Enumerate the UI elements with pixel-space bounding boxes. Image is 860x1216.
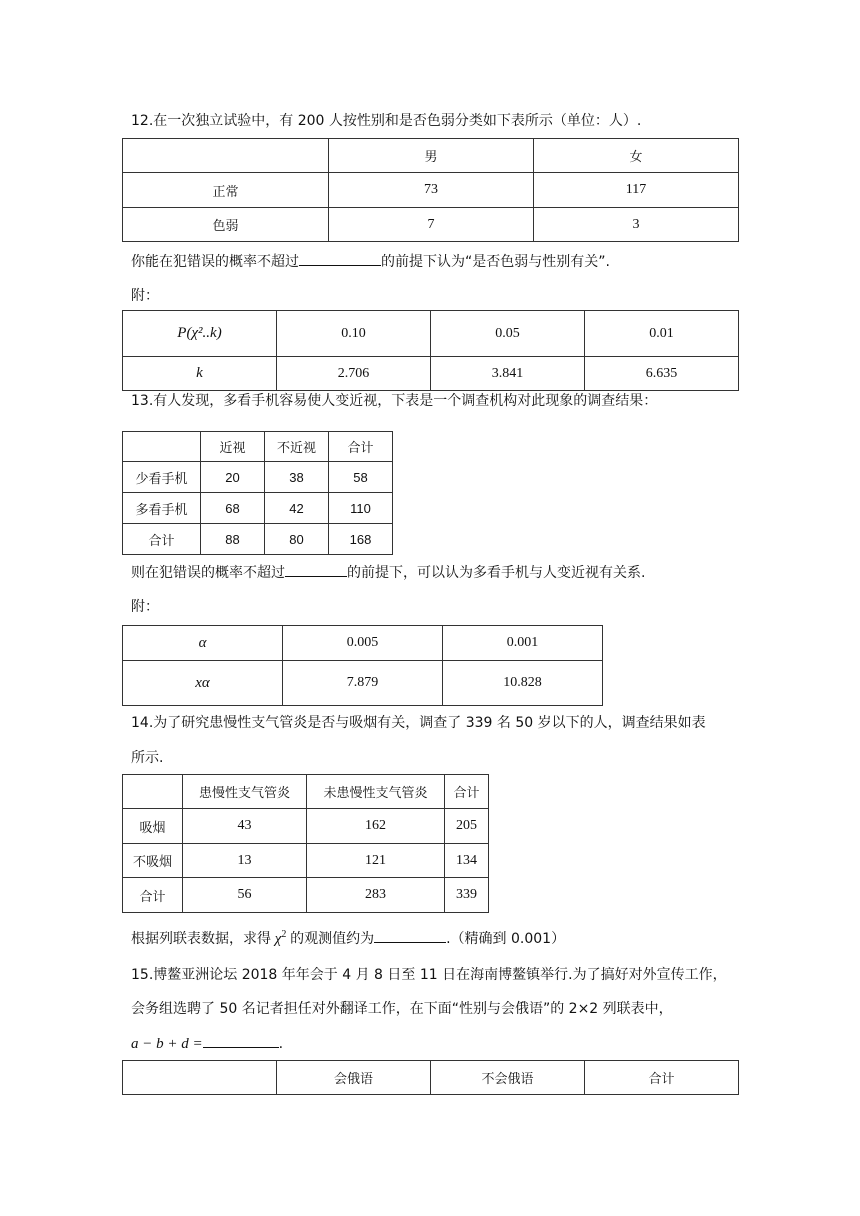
q15-header-total: 合计 [585,1061,739,1095]
q14-question-mid: 的观测值约为 [290,931,375,947]
q13-cell: 80 [265,524,329,555]
q14-cell: 205 [445,809,489,844]
q13-ref-label-x-alpha: xα [123,661,283,706]
q15-answer-blank [203,1032,279,1048]
q12-answer-blank [299,250,381,266]
q14-cell: 283 [307,878,445,913]
q12-cell: 73 [329,173,534,208]
q13-header-empty [123,432,201,462]
q13-row-label: 合计 [123,524,201,555]
q15-line2: 会务组选聘了 50 名记者担任对外翻译工作，在下面“性别与会俄语”的 2×2 列联表中， [131,1001,673,1017]
q15-header-speaks-russian: 会俄语 [277,1061,431,1095]
q12-ref-cell: 0.01 [585,311,739,357]
q14-prompt-line1: 14.为了研究患慢性支气管炎是否与吸烟有关，调查了 339 名 50 岁以下的人，调查结果如表 [131,715,706,731]
q14-cell: 162 [307,809,445,844]
q15-formula-end: . [278,1036,284,1052]
q13-cell: 20 [201,462,265,493]
q14-question-before: 根据列联表数据，求得 [131,931,271,947]
q13-question [131,561,645,583]
q12-header-male: 男 [329,139,534,173]
q13-ref-cell: 0.005 [283,626,443,661]
q12-question-before: 你能在犯错误的概率不超过 [131,254,299,270]
q14-table [122,774,489,913]
q13-table [122,431,393,555]
q14-cell: 13 [183,844,307,878]
q13-ref-cell: 10.828 [443,661,603,706]
q12-reference-table [122,310,739,391]
q14-row-label: 合计 [123,878,183,913]
q13-header-myopia: 近视 [201,432,265,462]
q12-cell: 7 [329,208,534,242]
q13-cell: 42 [265,493,329,524]
q15-formula-line [131,1032,283,1054]
q14-cell: 339 [445,878,489,913]
q12-question [131,250,610,272]
q13-cell: 168 [329,524,393,555]
q13-cell: 58 [329,462,393,493]
q12-ref-cell: 0.05 [431,311,585,357]
q15-line1: 15.博鳌亚洲论坛 2018 年年会于 4 月 8 日至 11 日在海南博鳌镇举行.为了搞好对外宣传工作， [131,967,727,983]
q14-row-label: 不吸烟 [123,844,183,878]
q12-row-normal-label: 正常 [123,173,329,208]
q13-header-total: 合计 [329,432,393,462]
q14-cell: 121 [307,844,445,878]
q15-header-empty [123,1061,277,1095]
q13-ref-cell: 7.879 [283,661,443,706]
q12-ref-cell: 2.706 [277,357,431,391]
q12-ref-cell: 0.10 [277,311,431,357]
q13-row-label: 少看手机 [123,462,201,493]
q14-question [131,925,565,949]
q15-table [122,1060,739,1095]
q14-cell: 43 [183,809,307,844]
q14-prompt-line2: 所示. [131,750,164,766]
q12-cell: 3 [534,208,739,242]
q12-row-weak-label: 色弱 [123,208,329,242]
q13-answer-blank [285,561,347,577]
q12-ref-label-p: P(χ²..k) [123,311,277,357]
chi-square-symbol: $\chi^2$ [271,929,287,947]
q14-row-label: 吸烟 [123,809,183,844]
q12-prompt: 12.在一次独立试验中，有 200 人按性别和是否色弱分类如下表所示（单位：人）. [131,113,642,129]
q13-appendix: 附： [131,599,159,615]
q13-reference-table [122,625,603,706]
q13-cell: 68 [201,493,265,524]
q13-question-before: 则在犯错误的概率不超过 [131,565,285,581]
q12-ref-cell: 3.841 [431,357,585,391]
q12-header-female: 女 [534,139,739,173]
q13-cell: 38 [265,462,329,493]
q13-cell: 110 [329,493,393,524]
q12-ref-label-k: k [123,357,277,391]
q13-question-after: 的前提下，可以认为多看手机与人变近视有关系. [347,565,646,581]
q13-row-label: 多看手机 [123,493,201,524]
q12-appendix: 附： [131,288,159,304]
q14-cell: 134 [445,844,489,878]
q15-formula: a − b + d = [131,1036,203,1052]
q13-prompt: 13.有人发现，多看手机容易使人变近视，下表是一个调查机构对此现象的调查结果： [131,393,658,409]
q14-cell: 56 [183,878,307,913]
q13-header-no-myopia: 不近视 [265,432,329,462]
q14-question-after: .（精确到 0.001） [446,931,566,947]
q13-cell: 88 [201,524,265,555]
q12-ref-cell: 6.635 [585,357,739,391]
q14-header-no-bronchitis: 未患慢性支气管炎 [307,775,445,809]
q12-cell: 117 [534,173,739,208]
q14-header-total: 合计 [445,775,489,809]
q12-question-after: 的前提下认为“是否色弱与性别有关”. [381,254,610,270]
q14-header-empty [123,775,183,809]
q14-header-bronchitis: 患慢性支气管炎 [183,775,307,809]
q13-ref-cell: 0.001 [443,626,603,661]
q13-ref-label-alpha: α [123,626,283,661]
q15-header-no-russian: 不会俄语 [431,1061,585,1095]
q12-header-empty [123,139,329,173]
q14-answer-blank [374,927,446,943]
q12-table [122,138,739,242]
